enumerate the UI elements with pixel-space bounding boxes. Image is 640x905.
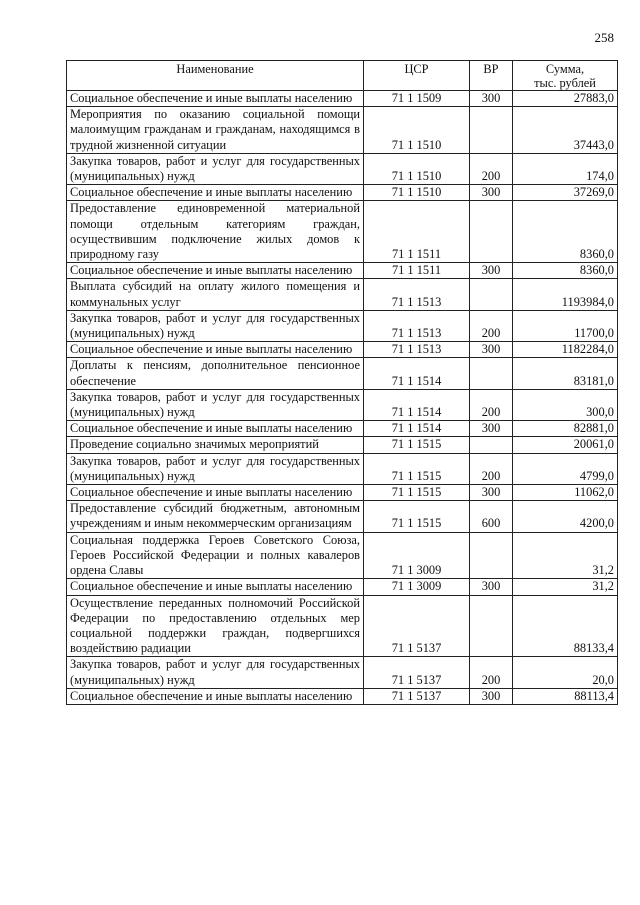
- table-row: [67, 310, 618, 341]
- sum-cell: 4200,0: [513, 501, 618, 532]
- sum-cell: 20061,0: [513, 437, 618, 453]
- name-cell: Социальное обеспечение и иные выплаты населению: [67, 421, 364, 437]
- csr-cell: 71 1 1511: [364, 201, 470, 263]
- table-row: [67, 263, 618, 279]
- vr-cell: [470, 201, 513, 263]
- vr-cell: 300: [470, 263, 513, 279]
- header-vr: ВР: [470, 61, 513, 91]
- csr-cell: 71 1 1515: [364, 437, 470, 453]
- csr-cell: 71 1 1509: [364, 91, 470, 107]
- sum-cell: 11062,0: [513, 485, 618, 501]
- sum-cell: 37269,0: [513, 185, 618, 201]
- table-row: [67, 688, 618, 704]
- header-row: [67, 61, 618, 91]
- table-row: [67, 437, 618, 453]
- csr-cell: 71 1 1515: [364, 453, 470, 484]
- sum-cell: 88133,4: [513, 595, 618, 657]
- page-number: 258: [594, 30, 614, 45]
- table-row: [67, 657, 618, 688]
- vr-cell: 300: [470, 185, 513, 201]
- csr-cell: 71 1 1513: [364, 342, 470, 358]
- sum-cell: 31,2: [513, 579, 618, 595]
- name-cell: Выплата субсидий на оплату жилого помещения и коммунальных услуг: [67, 279, 364, 310]
- vr-cell: 200: [470, 453, 513, 484]
- vr-cell: [470, 279, 513, 310]
- sum-cell: 37443,0: [513, 107, 618, 154]
- vr-cell: 300: [470, 485, 513, 501]
- sum-cell: 8360,0: [513, 263, 618, 279]
- csr-cell: 71 1 1511: [364, 263, 470, 279]
- csr-cell: 71 1 5137: [364, 688, 470, 704]
- vr-cell: [470, 107, 513, 154]
- sum-cell: 27883,0: [513, 91, 618, 107]
- sum-cell: 4799,0: [513, 453, 618, 484]
- name-cell: Мероприятия по оказанию социальной помощи малоимущим гражданам и гражданам, находящимся в трудной жизненной ситуации: [67, 107, 364, 154]
- table-row: [67, 153, 618, 184]
- name-cell: Проведение социально значимых мероприятий: [67, 437, 364, 453]
- vr-cell: [470, 595, 513, 657]
- table-row: [67, 501, 618, 532]
- table-row: [67, 485, 618, 501]
- vr-cell: 300: [470, 91, 513, 107]
- table-body: [67, 91, 618, 705]
- table-row: [67, 595, 618, 657]
- sum-cell: 11700,0: [513, 310, 618, 341]
- name-cell: Закупка товаров, работ и услуг для государственных (муниципальных) нужд: [67, 310, 364, 341]
- csr-cell: 71 1 1514: [364, 389, 470, 420]
- name-cell: Закупка товаров, работ и услуг для государственных (муниципальных) нужд: [67, 153, 364, 184]
- vr-cell: [470, 437, 513, 453]
- sum-cell: 31,2: [513, 532, 618, 579]
- table-row: [67, 421, 618, 437]
- vr-cell: 300: [470, 579, 513, 595]
- name-cell: Предоставление единовременной материальной помощи отдельным категориям граждан, осуществившим подключение жилых домов к природному газу: [67, 201, 364, 263]
- csr-cell: 71 1 1510: [364, 185, 470, 201]
- sum-cell: 83181,0: [513, 358, 618, 389]
- table-row: [67, 342, 618, 358]
- csr-cell: 71 1 5137: [364, 657, 470, 688]
- name-cell: Социальное обеспечение и иные выплаты населению: [67, 263, 364, 279]
- sum-cell: 300,0: [513, 389, 618, 420]
- header-csr: ЦСР: [364, 61, 470, 91]
- vr-cell: 200: [470, 657, 513, 688]
- budget-table: [66, 60, 618, 705]
- name-cell: Социальное обеспечение и иные выплаты населению: [67, 342, 364, 358]
- name-cell: Социальное обеспечение и иные выплаты населению: [67, 688, 364, 704]
- table-row: [67, 453, 618, 484]
- vr-cell: [470, 532, 513, 579]
- vr-cell: 300: [470, 421, 513, 437]
- table-row: [67, 185, 618, 201]
- csr-cell: 71 1 1515: [364, 485, 470, 501]
- name-cell: Социальное обеспечение и иные выплаты населению: [67, 185, 364, 201]
- csr-cell: 71 1 5137: [364, 595, 470, 657]
- name-cell: Социальное обеспечение и иные выплаты населению: [67, 579, 364, 595]
- csr-cell: 71 1 1515: [364, 501, 470, 532]
- csr-cell: 71 1 3009: [364, 579, 470, 595]
- sum-cell: 1182284,0: [513, 342, 618, 358]
- header-name: Наименование: [67, 61, 364, 91]
- table-row: [67, 201, 618, 263]
- name-cell: Закупка товаров, работ и услуг для государственных (муниципальных) нужд: [67, 389, 364, 420]
- sum-cell: 174,0: [513, 153, 618, 184]
- header-sum-label: Сумма, тыс. рублей: [534, 62, 596, 90]
- sum-cell: 88113,4: [513, 688, 618, 704]
- vr-cell: 200: [470, 310, 513, 341]
- table-row: [67, 107, 618, 154]
- name-cell: Закупка товаров, работ и услуг для государственных (муниципальных) нужд: [67, 453, 364, 484]
- name-cell: Социальная поддержка Героев Советского Союза, Героев Российской Федерации и полных кавалеров ордена Славы: [67, 532, 364, 579]
- vr-cell: 200: [470, 153, 513, 184]
- table-header: [67, 61, 618, 91]
- sum-cell: 1193984,0: [513, 279, 618, 310]
- csr-cell: 71 1 1513: [364, 310, 470, 341]
- table-row: [67, 532, 618, 579]
- vr-cell: 300: [470, 688, 513, 704]
- header-sum: [513, 61, 618, 91]
- csr-cell: 71 1 1514: [364, 358, 470, 389]
- vr-cell: 200: [470, 389, 513, 420]
- table-row: [67, 358, 618, 389]
- vr-cell: 600: [470, 501, 513, 532]
- sum-cell: 8360,0: [513, 201, 618, 263]
- name-cell: Социальное обеспечение и иные выплаты населению: [67, 91, 364, 107]
- name-cell: Социальное обеспечение и иные выплаты населению: [67, 485, 364, 501]
- sum-cell: 20,0: [513, 657, 618, 688]
- name-cell: Доплаты к пенсиям, дополнительное пенсионное обеспечение: [67, 358, 364, 389]
- csr-cell: 71 1 1510: [364, 107, 470, 154]
- vr-cell: 300: [470, 342, 513, 358]
- table-row: [67, 279, 618, 310]
- csr-cell: 71 1 1513: [364, 279, 470, 310]
- table-row: [67, 389, 618, 420]
- csr-cell: 71 1 1510: [364, 153, 470, 184]
- name-cell: Осуществление переданных полномочий Российской Федерации по предоставлению отдельных мер социальной поддержки граждан, подвергшихся воздействию радиации: [67, 595, 364, 657]
- sum-cell: 82881,0: [513, 421, 618, 437]
- csr-cell: 71 1 1514: [364, 421, 470, 437]
- csr-cell: 71 1 3009: [364, 532, 470, 579]
- vr-cell: [470, 358, 513, 389]
- name-cell: Закупка товаров, работ и услуг для государственных (муниципальных) нужд: [67, 657, 364, 688]
- name-cell: Предоставление субсидий бюджетным, автономным учреждениям и иным некоммерческим организациям: [67, 501, 364, 532]
- table-row: [67, 91, 618, 107]
- table-row: [67, 579, 618, 595]
